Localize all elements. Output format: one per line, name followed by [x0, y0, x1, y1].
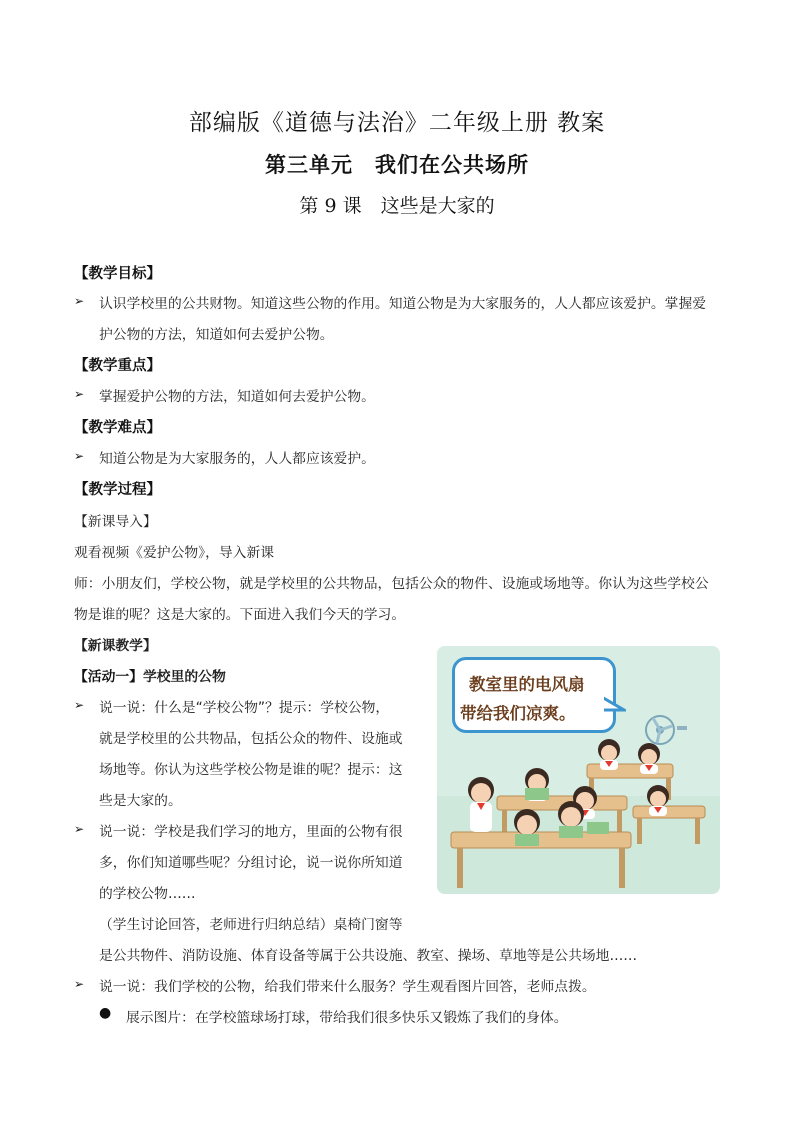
activity1-heading — [74, 665, 226, 685]
bubble-line-1: 教室里的电风扇 — [469, 675, 585, 694]
item1-line-3: 场地等。你认为这些学校公物是谁的呢？提示：这 — [99, 762, 403, 778]
objectives-line-2: 护公物的方法，知道如何去爱护公物。 — [99, 327, 334, 343]
difficulties-heading: 【教学难点】 — [74, 420, 161, 436]
item3-line-1: 说一说：我们学校的公物，给我们带来什么服务？学生观看图片回答，老师点拨。 — [99, 979, 596, 995]
dot-bullet-icon: ● — [99, 1005, 112, 1021]
bubble-line-2: 带给我们凉爽。 — [460, 704, 576, 723]
objectives-line-1: 认识学校里的公共财物。知道这些公物的作用。知道公物是为大家服务的，人人都应该爱护。掌握爱 — [99, 296, 707, 312]
process-heading: 【教学过程】 — [74, 482, 161, 498]
item2-line-4: （学生讨论回答，老师进行归纳总结）桌椅门窗等 — [99, 917, 403, 933]
arrow-bullet-icon: ➢ — [74, 294, 85, 308]
intro-line-1: 观看视频《爱护公物》，导入新课 — [74, 545, 275, 561]
intro-heading: 【新课导入】 — [74, 514, 157, 530]
bullet1-line: 展示图片：在学校篮球场打球，带给我们很多快乐又锻炼了我们的身体。 — [126, 1010, 568, 1026]
item1-line-4: 些是大家的。 — [99, 793, 182, 809]
arrow-bullet-icon: ➢ — [74, 698, 85, 712]
arrow-bullet-icon: ➢ — [74, 387, 85, 401]
intro-line-3: 物是谁的呢？这是大家的。下面进入我们今天的学习。 — [74, 607, 406, 623]
item1-line-1: 说一说：什么是“学校公物”？提示：学校公物， — [99, 700, 390, 716]
speech-bubble — [452, 657, 616, 733]
item2-line-2: 多，你们知道哪些呢？分组讨论，说一说你所知道 — [99, 855, 403, 871]
arrow-bullet-icon: ➢ — [74, 977, 85, 991]
teaching-heading: 【新课教学】 — [74, 638, 157, 654]
key-points-line-1: 掌握爱护公物的方法，知道如何去爱护公物。 — [99, 389, 375, 405]
key-points-heading: 【教学重点】 — [74, 358, 161, 374]
arrow-bullet-icon: ➢ — [74, 822, 85, 836]
activity1-title: 学校里的公物 — [142, 669, 226, 685]
item1-line-2: 就是学校里的公共物品，包括公众的物件、设施或 — [99, 731, 403, 747]
intro-line-2: 师：小朋友们，学校公物，就是学校里的公共物品，包括公众的物件、设施或场地等。你认为这些学校公 — [74, 576, 709, 592]
objectives-heading: 【教学目标】 — [74, 266, 161, 282]
arrow-bullet-icon: ➢ — [74, 449, 85, 463]
lesson-title: 第 9 课 这些是大家的 — [299, 195, 495, 217]
item2-line-1: 说一说：学校是我们学习的地方，里面的公物有很 — [99, 824, 403, 840]
document-title: 部编版《道德与法治》二年级上册 教案 — [188, 110, 606, 136]
item2-line-5: 是公共物件、消防设施、体育设备等属于公共设施、教室、操场、草地等是公共场地…… — [99, 948, 638, 964]
unit-title: 第三单元 我们在公共场所 — [265, 153, 529, 177]
activity1-bracket: 【活动一】 — [74, 669, 143, 685]
item2-line-3: 的学校公物…… — [99, 886, 196, 902]
bubble-tail — [600, 692, 626, 714]
difficulties-line-1: 知道公物是为大家服务的，人人都应该爱护。 — [99, 451, 375, 467]
